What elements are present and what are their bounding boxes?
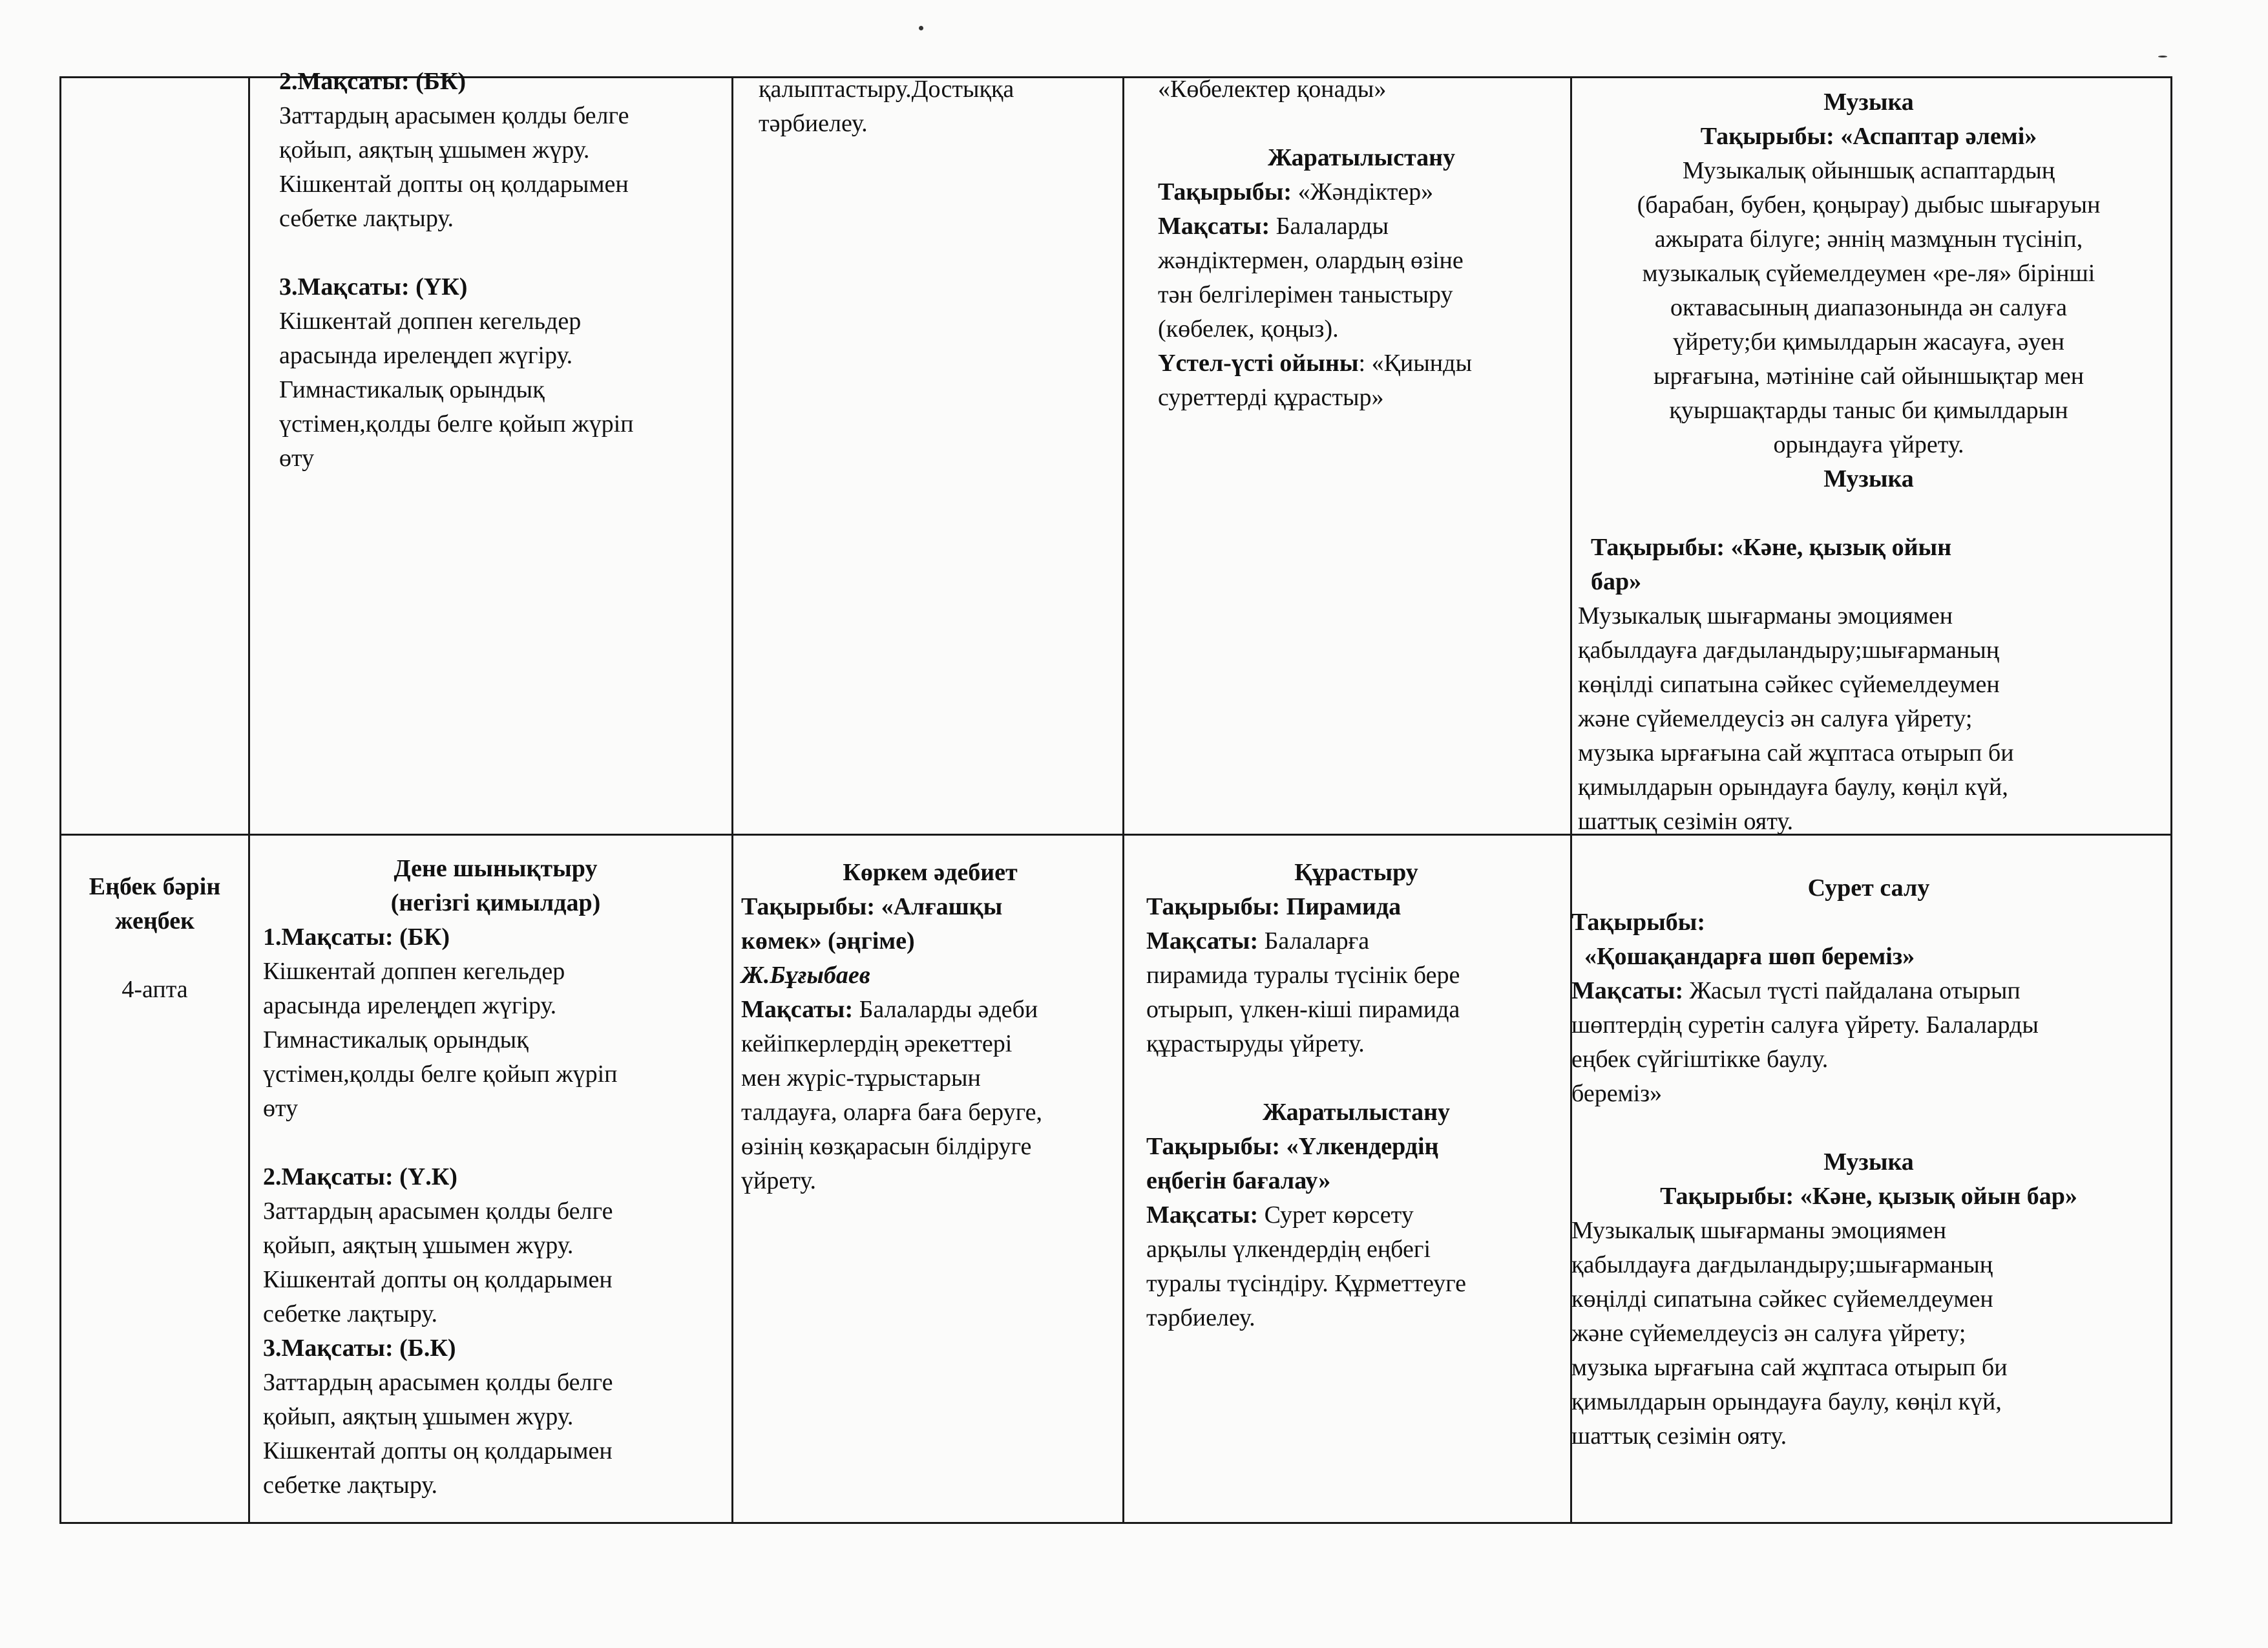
- topic-label: Тақырыбы:: [1158, 178, 1292, 206]
- topic-title: Тақырыбы: «Аспаптар әлемі»: [1700, 123, 2037, 150]
- subject-title: Құрастыру: [1294, 859, 1418, 886]
- text-line: қабылдауға дағдыландыру;шығарманың: [1578, 637, 2000, 664]
- text-line: отырып, үлкен-кіші пирамида: [1146, 996, 1460, 1023]
- text-line: Музыкалық шығарманы эмоциямен: [1578, 602, 1953, 629]
- topic-title: көмек» (әңгіме): [741, 927, 915, 955]
- subject-subtitle: (негізгі қимылдар): [390, 889, 601, 916]
- text-line: үстімен,қолды белге қойып жүріп: [263, 1061, 618, 1088]
- text-line: және сүйемелдеусіз ән салуға үйрету;: [1571, 1320, 1966, 1347]
- text-line: қабылдауға дағдыландыру;шығарманың: [1571, 1251, 1993, 1278]
- table-right-border: [2170, 76, 2172, 1524]
- author-name: Ж.Бұғыбаев: [741, 962, 870, 989]
- text-line: Кішкентай допты оң қолдарымен: [263, 1266, 613, 1293]
- text-line: көңілді сипатына сәйкес сүйемелдеумен: [1578, 671, 2000, 698]
- text-line: өту: [279, 445, 315, 472]
- text-line: (барабан, бубен, қоңырау) дыбыс шығаруын: [1637, 191, 2101, 218]
- plan-table: [59, 68, 2172, 1524]
- subject-title: Жаратылыстану: [1268, 144, 1455, 171]
- text-line: қалыптастыру.Достыққа: [759, 76, 1014, 103]
- topic-title: бар»: [1591, 568, 1642, 595]
- subject-title: Дене шынықтыру: [394, 855, 598, 882]
- col-divider-3: [1122, 76, 1124, 1524]
- text-line: талдауға, оларға баға беруге,: [741, 1099, 1043, 1126]
- text-line: және сүйемелдеусіз ән салуға үйрету;: [1578, 705, 1973, 732]
- text-line: тәрбиелеу.: [759, 110, 868, 137]
- text-line: өту: [263, 1095, 299, 1122]
- text-line: үстімен,қолды белге қойып жүріп: [279, 410, 634, 438]
- goal-label: Мақсаты:: [1146, 927, 1259, 955]
- bottom-literature-cell: [741, 856, 1119, 1198]
- table-bottom-border: [59, 1522, 2172, 1524]
- text-line: арқылы үлкендердің еңбегі: [1146, 1236, 1431, 1263]
- text-line: туралы түсіндіру. Құрметтеуге: [1146, 1270, 1467, 1297]
- topic-value: «Жәндіктер»: [1292, 178, 1434, 206]
- goal-value: Балаларды әдеби: [853, 996, 1038, 1023]
- subject-title: Музыка: [1823, 1148, 1914, 1176]
- text-line: себетке лақтыру.: [279, 205, 454, 232]
- theme-title: жеңбек: [114, 907, 195, 935]
- text-line: қойып, аяқтың ұшымен жүру.: [263, 1232, 574, 1259]
- text-line: ажырата білуге; әннің мазмұнын түсініп,: [1654, 226, 2083, 253]
- scan-speck: [2158, 56, 2167, 58]
- text-line: себетке лақтыру.: [263, 1472, 438, 1499]
- text-line: Заттардың арасымен қолды белге: [279, 102, 629, 129]
- bottom-physical-cell: [263, 852, 728, 1503]
- text-line: үйрету;би қимылдарын жасауға, әуен: [1673, 328, 2064, 355]
- top-physical-cell: [279, 65, 725, 476]
- goal-value: Жасыл түсті пайдалана отырып: [1683, 977, 2021, 1004]
- text-line: Кішкентай допты оң қолдарымен: [279, 171, 629, 198]
- goal-heading: 3.Мақсаты: (ҮК): [279, 273, 468, 301]
- text-line: береміз»: [1571, 1080, 1663, 1107]
- text-line: кейіпкерлердің әрекеттері: [741, 1030, 1013, 1057]
- text-line: еңбек сүйгіштікке баулу.: [1571, 1046, 1829, 1073]
- text-line: қимылдарын орындауға баулу, көңіл күй,: [1571, 1388, 2002, 1415]
- goal-label: Мақсаты:: [1146, 1201, 1259, 1229]
- text-line: музыкалық сүйемелдеумен «ре-ля» бірінші: [1642, 260, 2095, 287]
- goal-value: Балаларды: [1270, 213, 1389, 240]
- text-line: ырғағына, мәтініне сай ойыншықтар мен: [1653, 363, 2084, 390]
- col-divider-1: [248, 76, 250, 1524]
- text-line: жәндіктермен, олардың өзіне: [1158, 247, 1464, 274]
- text-line: шаттық сезімін ояту.: [1578, 808, 1794, 835]
- goal-heading: 2.Мақсаты: (БК): [279, 68, 467, 95]
- subject-title: Жаратылыстану: [1263, 1099, 1450, 1126]
- text-line: Гимнастикалық орындық: [263, 1026, 529, 1053]
- text-line: қимылдарын орындауға баулу, көңіл күй,: [1578, 774, 2008, 801]
- game-label: Үстел-үсті ойыны: [1158, 350, 1359, 377]
- text-line: Кішкентай доппен кегельдер: [263, 958, 565, 985]
- top-music-cell: [1578, 85, 2159, 839]
- text-line: Кішкентай допты оң қолдарымен: [263, 1437, 613, 1464]
- text-line: Гимнастикалық орындық: [279, 376, 545, 403]
- text-line: өзінің көзқарасын білдіруге: [741, 1133, 1032, 1160]
- game-value: : «Қиынды: [1358, 350, 1473, 377]
- table-left-border: [59, 76, 61, 1524]
- text-line: қуыршақтарды таныс би қимылдарын: [1669, 397, 2068, 424]
- text-line: көңілді сипатына сәйкес сүйемелдеумен: [1571, 1285, 1993, 1313]
- scan-speck: [919, 26, 923, 30]
- text-line: тәрбиелеу.: [1146, 1304, 1255, 1331]
- top-literature-cell: [759, 72, 1114, 141]
- subject-title: Көркем әдебиет: [843, 859, 1018, 886]
- topic-title: Тақырыбы: «Кәне, қызық ойын: [1591, 534, 1952, 561]
- text-line: музыка ырғағына сай жұптаса отырып би: [1578, 739, 2014, 766]
- theme-title: Еңбек бәрін: [89, 873, 221, 900]
- text-line: Заттардың арасымен қолды белге: [263, 1369, 613, 1396]
- subject-title: Музыка: [1823, 465, 1914, 492]
- text-line: құрастыруды үйрету.: [1146, 1030, 1365, 1057]
- text-line: музыка ырғағына сай жұптаса отырып би: [1571, 1354, 2008, 1381]
- text-line: (көбелек, қоңыз).: [1158, 315, 1339, 343]
- text-line: арасында ирелеңдеп жүгіру.: [279, 342, 573, 369]
- topic-title: еңбегін бағалау»: [1146, 1167, 1331, 1194]
- text-line: Заттардың арасымен қолды белге: [263, 1198, 613, 1225]
- goal-heading: 2.Мақсаты: (Ү.К): [263, 1163, 457, 1190]
- bottom-nature-cell: [1146, 856, 1566, 1335]
- bottom-music-cell: [1571, 871, 2166, 1453]
- col-divider-2: [731, 76, 733, 1524]
- goal-label: Мақсаты:: [741, 996, 854, 1023]
- text-line: қойып, аяқтың ұшымен жүру.: [279, 136, 590, 164]
- text-line: «Көбелектер қонады»: [1158, 76, 1387, 103]
- text-line: тән белгілерімен таныстыру: [1158, 281, 1453, 308]
- text-line: мен жүріс-тұрыстарын: [741, 1064, 981, 1092]
- text-line: себетке лақтыру.: [263, 1300, 438, 1327]
- goal-heading: 3.Мақсаты: (Б.К): [263, 1335, 456, 1362]
- text-line: пирамида туралы түсінік бере: [1146, 962, 1460, 989]
- text-line: орындауға үйрету.: [1773, 431, 1964, 458]
- goal-label: Мақсаты:: [1571, 977, 1684, 1004]
- text-line: шөптердің суретін салуға үйрету. Балаларды: [1571, 1011, 2039, 1039]
- goal-value: Сурет көрсету: [1258, 1201, 1414, 1229]
- text-line: шаттық сезімін ояту.: [1571, 1422, 1787, 1450]
- text-line: арасында ирелеңдеп жүгіру.: [263, 992, 557, 1019]
- week-theme-cell: [63, 870, 247, 1007]
- subject-title: Сурет салу: [1807, 874, 1930, 902]
- topic-title: Тақырыбы: Пирамида: [1146, 893, 1402, 920]
- text-line: Музыкалық ойыншық аспаптардың: [1682, 157, 2055, 184]
- goal-value: Балаларға: [1258, 927, 1370, 955]
- text-line: суреттерді құрастыр»: [1158, 384, 1384, 411]
- text-line: Кішкентай доппен кегельдер: [279, 308, 582, 335]
- week-label: 4-апта: [121, 976, 188, 1003]
- text-line: Музыкалық шығарманы эмоциямен: [1571, 1217, 1947, 1244]
- topic-title: «Қошақандарға шөп береміз»: [1584, 943, 1915, 970]
- topic-label: Тақырыбы:: [1571, 909, 1706, 936]
- goal-heading: 1.Мақсаты: (БК): [263, 924, 450, 951]
- text-line: үйрету.: [741, 1167, 817, 1194]
- goal-label: Мақсаты:: [1158, 213, 1270, 240]
- topic-title: Тақырыбы: «Алғашқы: [741, 893, 1003, 920]
- text-line: қойып, аяқтың ұшымен жүру.: [263, 1403, 574, 1430]
- subject-title: Музыка: [1823, 89, 1914, 116]
- text-line: октавасының диапазонында ән салуға: [1670, 294, 2067, 321]
- top-nature-cell: [1158, 72, 1565, 415]
- topic-title: Тақырыбы: «Үлкендердің: [1146, 1133, 1439, 1160]
- topic-title: Тақырыбы: «Кәне, қызық ойын бар»: [1660, 1183, 2077, 1210]
